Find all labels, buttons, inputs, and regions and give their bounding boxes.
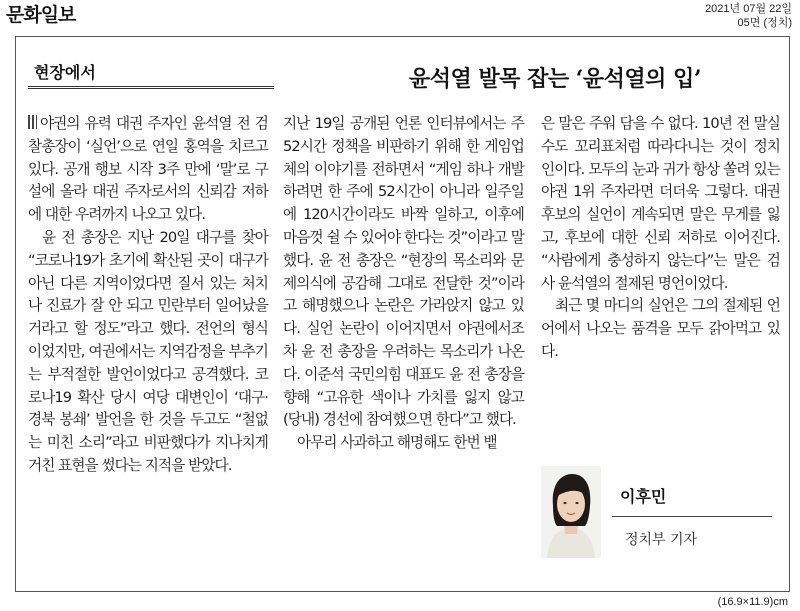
byline-divider bbox=[612, 516, 772, 517]
newspaper-masthead: 문화일보 bbox=[6, 4, 76, 26]
page-section: 05면 (정치) bbox=[737, 17, 792, 29]
article-column-2 bbox=[283, 113, 524, 455]
paragraph: 윤 전 총장은 지난 20일 대구를 찾아 “코로나19가 초기에 확산된 곳이 대구가 아닌 다른 지역이었다면 질서 있는 처치나 진료가 잘 안 되고 민란부터 일어났을 거라고 할 정도”라고 했다. 전언의 형식이었지만, 여권에서는 지역감정을 부추기는 부적절한 발언이었다고 공격했다. 코로나19 확산 당시 여당 대변인이 ‘대구·경북 봉쇄’ 발언을 한 것을 두고도 “철없는 미친 소리”라고 비판했다가 지나치게 거친 표현을 썼다는 지적을 받았다. bbox=[28, 228, 268, 474]
section-title: 현장에서 bbox=[34, 63, 96, 82]
publication-date: 2021년 07월 22일 bbox=[705, 3, 792, 15]
dateline bbox=[705, 2, 792, 30]
lead-marker-icon bbox=[28, 115, 37, 129]
section-rule bbox=[28, 86, 274, 89]
reporter-portrait-icon bbox=[541, 466, 601, 558]
paragraph: 지난 19일 공개된 언론 인터뷰에서는 주 52시간 정책을 비판하기 위해 한 게임업체의 이야기를 전하면서 “게임 하나 개발하려면 한 주에 52시간이 아니라 일주일에 120시간이라도 바짝 일하고, 이후에 마음껏 쉴 수 있어야 한다는 것”이라고 말했다. 윤 전 총장은 “현장의 목소리와 문제의식에 공감해 그대로 전달한 것”이라고 해명했으나 논란은 가라앉지 않고 있다. 실언 논란이 이어지면서 야권에서조차 윤 전 총장을 우려하는 목소리가 나온다. 이준석 국민의힘 대표도 윤 전 총장을 향해 “고유한 색이나 가치를 잃지 않고 (당내) 경선에 참여했으면 한다”고 했다. bbox=[283, 115, 524, 429]
paragraph-text: 야권의 유력 대권 주자인 윤석열 전 검찰총장이 ‘실언’으로 연일 홍역을 치르고 있다. 공개 행보 시작 3주 만에 ‘말’로 구설에 올라 대권 주자로서의 신뢰감 저하에 대한 우려까지 나오고 있다. bbox=[28, 115, 268, 224]
paragraph bbox=[28, 113, 268, 227]
article-headline: 윤석열 발목 잡는 ‘윤석열의 입’ bbox=[409, 66, 701, 92]
reporter-name: 이후민 bbox=[620, 487, 667, 506]
article-column-3 bbox=[541, 113, 780, 364]
paragraph: 은 말은 주워 담을 수 없다. 10년 전 말실수도 꼬리표처럼 따라다니는 것이 정치인이다. 모두의 눈과 귀가 항상 쏠려 있는 야권 1위 주자라면 더더욱 그렇다. 대권 후보의 실언이 계속되면 말은 무게를 잃고, 후보에 대한 신뢰 저하로 이어진다. “사람에게 충성하지 않는다”는 말은 검사 윤석열의 절제된 명언이었다. bbox=[541, 115, 780, 292]
paragraph: 아무리 사과하고 해명해도 한번 뱉 bbox=[297, 434, 497, 452]
reporter-photo bbox=[541, 466, 601, 558]
reporter-role: 정치부 기자 bbox=[625, 532, 698, 548]
paragraph: 최근 몇 마디의 실언은 그의 절제된 언어에서 나오는 품격을 모두 갉아먹고 있다. bbox=[541, 297, 780, 360]
clipping-size: (16.9×11.9)cm bbox=[717, 596, 788, 608]
article-column-1 bbox=[28, 113, 268, 478]
